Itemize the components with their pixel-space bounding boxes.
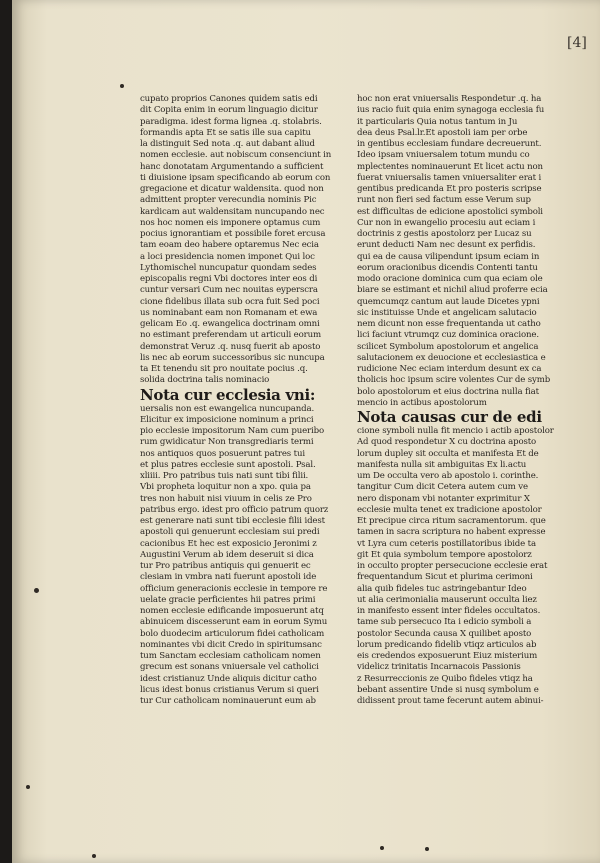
text-line: erunt deducti Nam nec desunt ex perfidis. xyxy=(357,240,536,251)
text-line: eis credendos exposuerunt Eiuz misterium xyxy=(357,651,538,661)
text-line: tholicis hoc ipsum scire volentes Cur de symb xyxy=(357,375,551,386)
text-line: cuntur versari Cum nec nouitas eyperscra xyxy=(140,285,318,296)
text-line: nero disponam vbi notanter exprimitur X xyxy=(357,493,530,504)
text-line: hoc non erat vniuersalis Respondetur .q. ha xyxy=(357,94,542,104)
text-line: modo oracione dominica cum qua eciam ole xyxy=(357,274,543,284)
text-line: cione symboli nulla fit mencio i actib apostolor xyxy=(357,426,554,436)
text-line: nos hoc nomen eis imponere optamus cum xyxy=(140,217,321,228)
text-line: postolor Secunda causa X quilibet aposto xyxy=(357,628,532,639)
text-line: lorum predicando fidelib vtiqz articulos ab xyxy=(357,639,537,650)
text-line: uelate gracie perficientes hii patres primi xyxy=(140,594,316,605)
manuscript-page xyxy=(12,0,600,863)
text-line: est difficultas de edicione apostolici symboli xyxy=(357,206,543,217)
text-line: tangitur Cum dicit Cetera autem cum ve xyxy=(357,482,528,493)
text-line: videlicz trinitatis Incarnacois Passionis xyxy=(357,662,521,673)
text-line: ta Et tenendu sit pro nouitate pocius .q. xyxy=(140,364,308,374)
text-line: ecclesie multa tenet ex tradicione apostolor xyxy=(357,504,542,515)
page-number: [4] xyxy=(567,35,587,51)
text-line: gregacione et dicatur waldensita. quod non xyxy=(140,184,324,194)
text-line: ut alia cerimonialia mauserunt occulta liez xyxy=(357,594,537,605)
text-line: git Et quia symbolum tempore apostolorz xyxy=(357,549,532,560)
text-line: hanc donotatam Argumentando a sufficient xyxy=(140,161,324,172)
text-line: patribus ergo. idest pro officio patrum quorz xyxy=(140,504,329,515)
text-line: qui ea de causa vilipendunt ipsum eciam in xyxy=(357,251,540,262)
text-line: Lythomischel nuncupatur quondam sedes xyxy=(140,262,317,273)
text-line: rudicione Nec eciam interdum desunt ex ca xyxy=(357,364,542,374)
text-line: la distinguit Sed nota .q. aut dabant aliud xyxy=(140,139,315,149)
text-line: nomen ecclesie edificande imposuerunt atq xyxy=(140,606,324,616)
text-line: frequentandum Sicut et plurima cerimoni xyxy=(357,572,533,583)
page-blemish xyxy=(92,854,96,858)
text-line: grecum est sonans vniuersale vel catholici xyxy=(140,662,319,673)
text-line: episcopalis regni Vbi doctores inter eos di xyxy=(140,274,318,284)
text-line: sic instituisse Unde et angelicam salutacio xyxy=(357,307,537,318)
text-line: us nominabant eam non Romanam et ewa xyxy=(140,307,318,318)
text-line: Et precipue circa ritum sacramentorum. que xyxy=(357,516,546,526)
text-line: no estimant preferendam ut articuli eorum xyxy=(140,330,321,341)
text-line: tur Cur catholicam nominauerunt eum ab xyxy=(140,696,316,706)
text-line: vt Lyra cum ceteris postillatoribus ibide ta xyxy=(357,538,536,549)
text-line: ius racio fuit quia enim synagoga ecclesia fu xyxy=(357,105,545,116)
text-line: nem dicunt non esse frequentanda ut catho xyxy=(357,319,541,329)
text-line: demonstrat Veruz .q. nusq fuerit ab aposto xyxy=(140,341,321,352)
text-line: tum Sanctam ecclesiam catholicam nomen xyxy=(140,651,321,661)
text-line: gentibus predicanda Et pro posteris scripse xyxy=(357,184,542,194)
text-line: nominantes vbi dicit Credo in spiritumsanc xyxy=(140,639,322,650)
text-line: um De occulta vero ab apostolo i. corinthe. xyxy=(357,471,539,481)
text-line: tres non habuit nisi viuum in celis ze Pro xyxy=(140,493,312,504)
text-line: lis nec ab eorum successoribus sic nuncupa xyxy=(140,352,325,363)
text-line: cione fidelibus illata sub ocra fuit Sed poci xyxy=(140,296,320,307)
text-line: it particularis Quia notus tantum in Ju xyxy=(357,116,518,127)
text-line: solida doctrina talis nominacio xyxy=(140,375,270,386)
text-line: gelicam Eo .q. ewangelica doctrinam omni xyxy=(140,319,320,329)
text-line: mencio in actibus apostolorum xyxy=(357,397,487,408)
text-line: Ad quod respondetur X cu doctrina aposto xyxy=(357,437,537,448)
text-line: cacionibus Et hec est exposicio Jeronimi z xyxy=(140,538,317,549)
text-line: nos antiquos quos posuerunt patres tui xyxy=(140,448,305,459)
text-line: tamen in sacra scriptura no habent expresse xyxy=(357,527,546,538)
text-line: Elicitur ex imposicione nominum a princi xyxy=(140,414,314,425)
text-line: lorum dupley sit occulta et manifesta Et de xyxy=(357,448,539,459)
left-column-lines-a xyxy=(140,94,340,387)
text-line: mplectentes nominauerunt Et licet actu non xyxy=(357,161,543,172)
text-line: in gentibus ecclesiam fundare decreuerunt. xyxy=(357,139,542,149)
text-line: eorum oracionibus dicendis Contenti tantu xyxy=(357,262,538,273)
text-line: didissent prout tame fecerunt autem abinui- xyxy=(357,696,544,706)
text-line: tam eoam deo habere optaremus Nec ecia xyxy=(140,240,319,251)
text-line: bebant assentire Unde si nusq symbolum e xyxy=(357,684,539,695)
text-line: quemcumqz cantum aut laude Dicetes ypni xyxy=(357,296,540,307)
text-line: abinuicem discesserunt eam in eorum Symu xyxy=(140,617,328,628)
text-line: paradigma. idest forma lignea .q. stolabris. xyxy=(140,116,322,127)
left-column xyxy=(140,94,340,707)
text-line: Augustini Verum ab idem deseruit si dica xyxy=(140,549,314,560)
text-line: z Resurreccionis ze Quibo fideles vtiqz ha xyxy=(357,673,533,684)
text-line: pocius ignorantiam et possibile foret ercusa xyxy=(140,229,326,239)
text-line: cupato proprios Canones quidem satis edi xyxy=(140,94,318,104)
left-column-lines-b xyxy=(140,404,340,708)
text-line: manifesta nulla sit ambiguitas Ex li.actu xyxy=(357,459,527,470)
text-line: idest cristianuz Unde aliquis dicitur catho xyxy=(140,673,317,684)
page-blemish xyxy=(26,785,30,789)
text-line: biare se estimant et nichil aliud proferre ecia xyxy=(357,285,548,296)
text-line: Ideo ipsam vniuersalem totum mundu co xyxy=(357,150,530,161)
text-line: tame sub persecuco Ita i edicio symboli a xyxy=(357,617,532,628)
text-line: licus idest bonus cristianus Verum si queri xyxy=(140,684,319,695)
page-blemish xyxy=(34,588,39,593)
left-column-heading: Nota cur ecclesia vni: xyxy=(140,386,316,404)
text-line: runt non fieri sed factum esse Verum sup xyxy=(357,195,531,206)
text-line: ti diuisione ipsam specificando ab eorum con xyxy=(140,172,331,183)
text-line: a loci presidencia nomen imponet Qui loc xyxy=(140,251,315,262)
text-line: pio ecclesie impositorum Nam cum pueribo xyxy=(140,426,324,436)
text-line: fuerat vniuersalis tamen vniuersaliter erat i xyxy=(357,172,542,183)
text-line: doctrinis z gestis apostolorz per Lucaz su xyxy=(357,229,532,239)
text-line: salutacionem ex deuocione et ecclesiastica e xyxy=(357,352,546,363)
text-line: tur Pro patribus antiquis qui genuerit ec xyxy=(140,561,311,571)
text-line: bolo duodecim articulorum fidei catholicam xyxy=(140,628,325,639)
page-blemish xyxy=(120,84,124,88)
text-line: scilicet Symbolum apostolorum et angelica xyxy=(357,341,539,352)
page-blemish xyxy=(380,846,384,850)
text-line: et plus patres ecclesie sunt apostoli. Psal. xyxy=(140,459,316,470)
text-line: Cur non in ewangelio procesiu aut eciam i xyxy=(357,217,536,228)
right-column-heading: Nota causas cur de edi xyxy=(357,409,542,426)
text-line: alia quib fideles tuc astringebantur Ideo xyxy=(357,583,527,594)
text-line: uersalis non est ewangelica nuncupanda. xyxy=(140,403,315,414)
page-blemish xyxy=(425,847,429,851)
text-line: clesiam in vmbra nati fuerunt apostoli ide xyxy=(140,572,317,583)
text-line: formandis apta Et se satis ille sua capitu xyxy=(140,127,311,138)
right-column-lines-a xyxy=(357,94,557,409)
text-line: kardicam aut waldensitam nuncupando nec xyxy=(140,206,325,217)
text-line: Vbi propheta loquitur non a xpo. quia pa xyxy=(140,482,311,493)
text-line: est generare nati sunt tibi ecclesie filii idest xyxy=(140,516,325,526)
text-line: in manifesto essent inter fideles occultatos. xyxy=(357,606,541,616)
right-column xyxy=(357,94,557,707)
text-line: dit Copita enim in eorum linguagio dicitur xyxy=(140,105,318,116)
text-line: apostoli qui genuerunt ecclesiam sui predi xyxy=(140,527,320,538)
text-line: bolo apostolorum et eius doctrina nulla fiat xyxy=(357,386,539,397)
text-line: xliiii. Pro patribus tuis nati sunt tibi filii. xyxy=(140,471,309,481)
text-line: in occulto propter persecucione ecclesie erat xyxy=(357,561,548,571)
text-line: admittent propter verecundia nominis Pic xyxy=(140,195,317,206)
text-line: nomen ecclesie. aut nobiscum consenciunt in xyxy=(140,150,332,161)
text-line: officium generacionis ecclesie in tempore re xyxy=(140,583,328,594)
text-line: dea deus Psal.lr.Et apostoli iam per orbe xyxy=(357,127,528,138)
text-line: rum gwidicatur Non transgrediaris termi xyxy=(140,437,314,448)
text-line: lici faciunt vtrumqz cuz dominica oracione. xyxy=(357,330,539,341)
right-column-lines-b xyxy=(357,426,557,707)
